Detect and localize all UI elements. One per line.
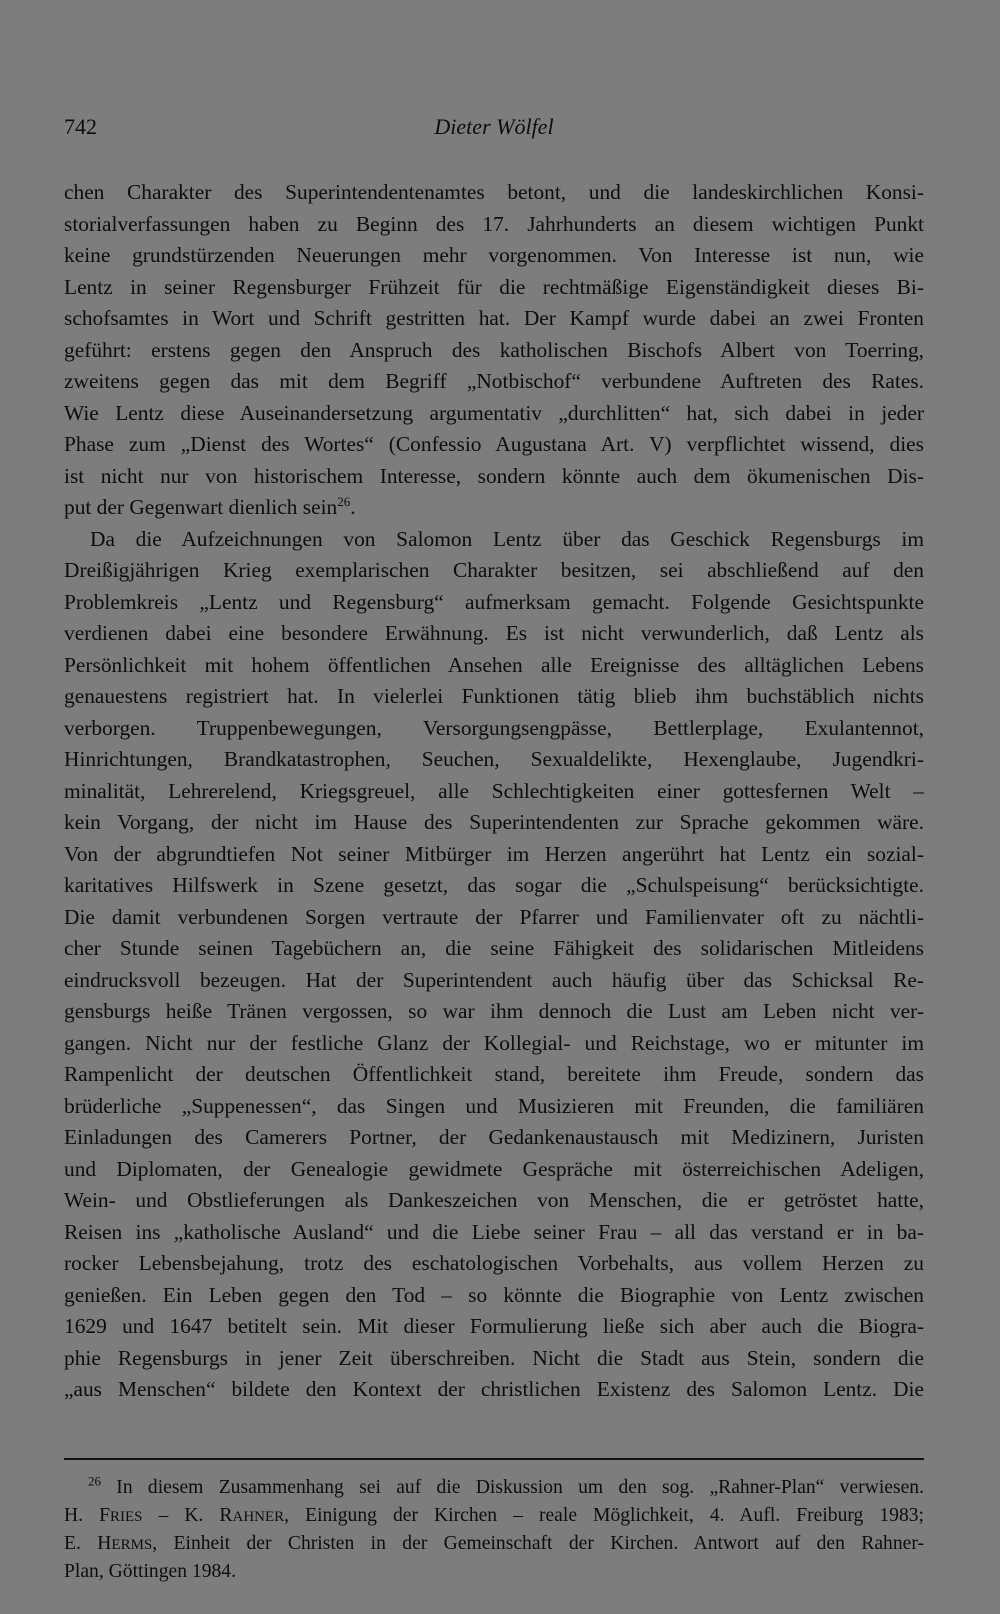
text-line: karitatives Hilfswerk in Szene gesetzt, das sogar die „Schulspeisung“ berücksichtigte. <box>64 873 924 897</box>
footnote-line <box>64 1530 924 1558</box>
text-line: „aus Menschen“ bildete den Kontext der christlichen Existenz des Salomon Lentz. Die <box>64 1377 924 1401</box>
text-line: zweitens gegen das mit dem Begriff „Notbischof“ verbundene Auftreten des Rates. <box>64 369 924 393</box>
text-fragment: , Einigung der Kirchen – reale Möglichkeit, 4. Aufl. Freiburg 1983; <box>284 1505 924 1526</box>
footnote-line <box>64 1474 924 1502</box>
footnote-number: 26 <box>88 1473 101 1489</box>
text-fragment: E. H <box>64 1533 112 1554</box>
text-line: genießen. Ein Leben gegen den Tod – so könnte die Biographie von Lentz zwischen <box>64 1282 924 1307</box>
text-line: verdienen dabei eine besondere Erwähnung. Es ist nicht verwunderlich, daß Lentz als <box>64 621 924 645</box>
main-text <box>64 177 924 1406</box>
footnote-divider <box>64 1458 924 1460</box>
text-fragment: , Einheit der Christen in der Gemeinschaft der Kirchen. Antwort auf den Rahner- <box>152 1533 924 1554</box>
text-line: Einladungen des Camerers Portner, der Gedankenaustausch mit Medizinern, Juristen <box>64 1125 924 1149</box>
text-line: Reisen ins „katholische Ausland“ und die Liebe seiner Frau – all das verstand er in ba- <box>64 1219 924 1244</box>
text-fragment: RIES <box>109 1509 143 1525</box>
text-line: Persönlichkeit mit hohem öffentlichen Ansehen alle Ereignisse des alltäglichen Lebens <box>64 652 924 677</box>
text-line: verborgen. Truppenbewegungen, Versorgungsengpässe, Bettlerplage, Exulantennot, <box>64 715 924 740</box>
running-head: Dieter Wölfel <box>434 114 554 139</box>
text-line: Hinrichtungen, Brandkatastrophen, Seuchen, Sexualdelikte, Hexenglaube, Jugendkri- <box>64 747 924 771</box>
text-fragment: . <box>350 495 356 519</box>
page-header <box>64 108 924 144</box>
text-line: Die damit verbundenen Sorgen vertraute der Pfarrer und Familienvater oft zu nächtli- <box>64 904 924 929</box>
text-line: Phase zum „Dienst des Wortes“ (Confessio Augustana Art. V) verpflichtet wissend, dies <box>64 432 924 456</box>
text-line: geführt: erstens gegen den Anspruch des katholischen Bischofs Albert von Toerring, <box>64 337 924 362</box>
text-fragment: In diesem Zusammenhang sei auf die Diskussion um den sog. „Rahner-Plan“ verwiesen. <box>116 1477 924 1498</box>
text-line: rocker Lebensbejahung, trotz des eschatologischen Vorbehalts, aus vollem Herzen zu <box>64 1251 924 1275</box>
text-line: Wie Lentz diese Auseinandersetzung argumentativ „durchlitten“ hat, sich dabei in jeder <box>64 400 924 425</box>
paragraph-2 <box>64 524 924 1406</box>
text-line: Problemkreis „Lentz und Regensburg“ aufmerksam gemacht. Folgende Gesichtspunkte <box>64 589 924 614</box>
text-fragment: ERMS <box>111 1537 153 1553</box>
text-line: phie Regensburgs in jener Zeit überschreiben. Nicht die Stadt aus Stein, sondern die <box>64 1345 924 1370</box>
text-line: genauestens registriert hat. In vielerlei Funktionen tätig blieb ihm buchstäblich nichts <box>64 684 924 708</box>
page-number: 742 <box>64 114 97 139</box>
text-line: minalität, Lehrerelend, Kriegsgreuel, alle Schlechtigkeiten einer gottesfernen Welt – <box>64 778 924 803</box>
text-fragment: H. F <box>64 1505 110 1526</box>
footnote-line: Plan, Göttingen 1984. <box>64 1561 236 1582</box>
text-line: storialverfassungen haben zu Beginn des 17. Jahrhunderts an diesem wichtigen Punkt <box>64 211 924 236</box>
text-line: schofsamtes in Wort und Schrift gestritten hat. Der Kampf wurde dabei an zwei Fronten <box>64 306 924 330</box>
text-line <box>64 492 924 524</box>
text-fragment: AHNER <box>232 1509 285 1525</box>
text-line: gangen. Nicht nur der festliche Glanz der Kollegial- und Reichstage, wo er mitunter im <box>64 1030 924 1055</box>
footnote-26 <box>64 1474 924 1586</box>
text-fragment: – K. R <box>142 1505 233 1526</box>
text-line: ist nicht nur von historischem Interesse, sondern könnte auch dem ökumenischen Dis- <box>64 463 924 488</box>
text-line: eindrucksvoll bezeugen. Hat der Superintendent auch häufig über das Schicksal Re- <box>64 967 924 992</box>
text-fragment: put der Gegenwart dienlich sein <box>64 495 338 519</box>
text-line: brüderliche „Suppenessen“, das Singen und Musizieren mit Freunden, die familiären <box>64 1093 924 1118</box>
text-line: gensburgs heiße Tränen vergossen, so war ihm dennoch die Lust am Leben nicht ver- <box>64 999 924 1023</box>
text-line: keine grundstürzenden Neuerungen mehr vorgenommen. Von Interesse ist nun, wie <box>64 243 924 267</box>
text-line: Wein- und Obstlieferungen als Dankeszeichen von Menschen, die er getröstet hatte, <box>64 1188 924 1212</box>
text-line: und Diplomaten, der Genealogie gewidmete Gespräche mit österreichischen Adeligen, <box>64 1156 924 1181</box>
text-line: Von der abgrundtiefen Not seiner Mitbürger im Herzen angerührt hat Lentz ein sozial- <box>64 841 924 866</box>
footnote-reference: 26 <box>337 493 351 509</box>
text-line: Lentz in seiner Regensburger Frühzeit für die rechtmäßige Eigenständigkeit dieses Bi- <box>64 274 924 299</box>
text-line: Rampenlicht der deutschen Öffentlichkeit stand, bereitete ihm Freude, sondern das <box>64 1062 924 1086</box>
footnote-line <box>64 1502 924 1530</box>
text-line: kein Vorgang, der nicht im Hause des Superintendenten zur Sprache gekommen wäre. <box>64 810 924 834</box>
text-line: Da die Aufzeichnungen von Salomon Lentz über das Geschick Regensburgs im <box>90 526 924 551</box>
text-line: chen Charakter des Superintendentenamtes betont, und die landeskirchlichen Konsi- <box>64 180 924 204</box>
text-line: 1629 und 1647 betitelt sein. Mit dieser Formulierung ließe sich aber auch die Biogra- <box>64 1314 924 1338</box>
text-line: cher Stunde seinen Tagebüchern an, die seine Fähigkeit des solidarischen Mitleidens <box>64 936 924 960</box>
paragraph-1 <box>64 177 924 524</box>
text-line: Dreißigjährigen Krieg exemplarischen Charakter besitzen, sei abschließend auf den <box>64 558 924 582</box>
